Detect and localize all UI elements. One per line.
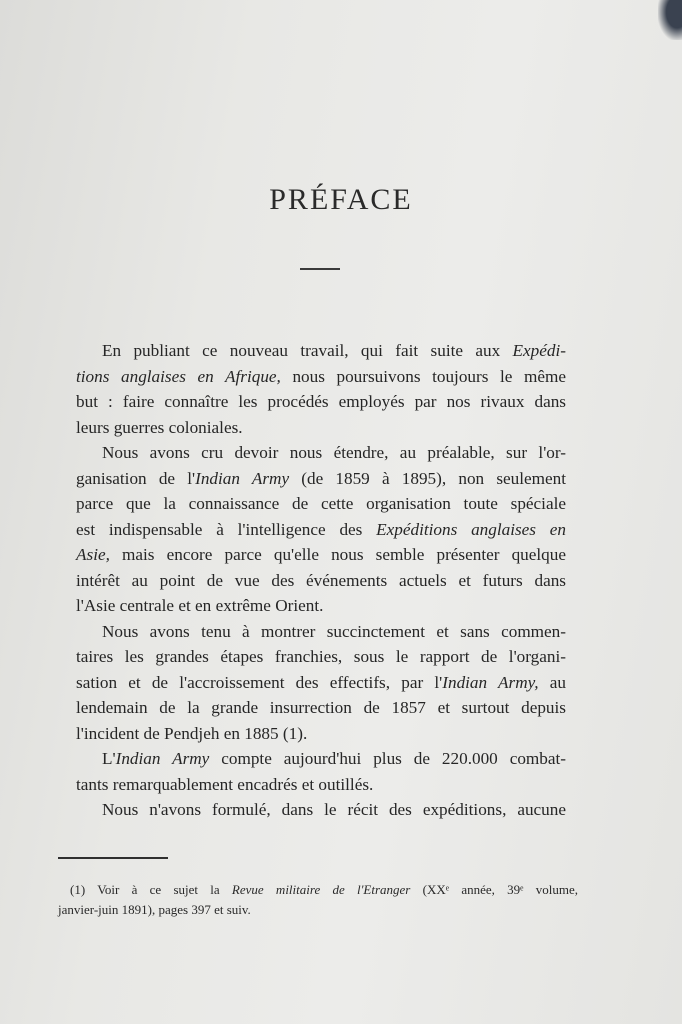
text-span: taires les grandes étapes franchies, sous le rapport de l'organi- bbox=[76, 647, 566, 666]
preface-body bbox=[76, 338, 566, 823]
text-line bbox=[76, 670, 566, 696]
text-span: compte aujourd'hui plus de 220.000 combat- bbox=[209, 749, 567, 768]
text-line bbox=[76, 593, 566, 619]
text-line bbox=[76, 797, 566, 823]
italic-text: Expédi- bbox=[512, 341, 566, 360]
text-span: (1) Voir à ce sujet la bbox=[70, 882, 232, 897]
text-line bbox=[76, 466, 566, 492]
italic-text: Indian Army, bbox=[442, 672, 539, 692]
text-line bbox=[76, 568, 566, 594]
text-line bbox=[76, 772, 566, 798]
text-span: janvier-juin 1891), pages 397 et suiv. bbox=[58, 902, 251, 917]
text-span: leurs guerres coloniales. bbox=[76, 417, 243, 437]
paragraph bbox=[76, 746, 566, 797]
text-span: Nous n'avons formulé, dans le récit des expéditions, aucune bbox=[102, 800, 566, 819]
text-line bbox=[76, 517, 566, 543]
text-span: sation et de l'accroissement des effectifs, par l' bbox=[76, 672, 443, 692]
paragraph bbox=[76, 440, 566, 619]
italic-text: Indian Army bbox=[195, 468, 290, 488]
text-span: lendemain de la grande insurrection de 1857 et surtout depuis bbox=[76, 698, 566, 717]
text-span: est indispensable à l'intelligence des bbox=[76, 519, 377, 539]
italic-text: tions anglaises en Afrique, bbox=[76, 366, 281, 386]
text-line bbox=[76, 364, 566, 390]
text-line bbox=[76, 619, 566, 645]
text-span: tants remarquablement encadrés et outillés. bbox=[76, 774, 374, 794]
text-span: but : faire connaître les procédés employés par nos rivaux dans bbox=[76, 392, 566, 411]
footnote-divider bbox=[58, 857, 168, 859]
text-span: l'incident de Pendjeh en 1885 (1). bbox=[76, 723, 308, 743]
italic-text: Indian Army bbox=[115, 749, 210, 768]
text-span: mais encore parce qu'elle nous semble présenter quelque bbox=[109, 545, 566, 564]
text-line bbox=[58, 900, 578, 920]
text-line bbox=[76, 695, 566, 721]
text-line bbox=[76, 415, 566, 441]
text-span: (XXᵉ année, 39ᵉ volume, bbox=[410, 882, 579, 897]
text-span: En publiant ce nouveau travail, qui fait suite aux bbox=[102, 341, 513, 360]
paragraph bbox=[76, 797, 566, 823]
text-span: l'Asie centrale et en extrême Orient. bbox=[76, 596, 324, 615]
text-span: Nous avons cru devoir nous étendre, au préalable, sur l'or- bbox=[102, 443, 566, 462]
text-line bbox=[76, 644, 566, 670]
italic-text: Expéditions anglaises en bbox=[376, 519, 566, 539]
text-span: Nous avons tenu à montrer succinctement et sans commen- bbox=[102, 621, 566, 641]
text-line bbox=[76, 389, 566, 415]
page-title: PRÉFACE bbox=[269, 183, 413, 216]
text-span: (de 1859 à 1895), non seulement bbox=[289, 468, 566, 488]
italic-text: Revue militaire de l'Etranger bbox=[231, 882, 411, 897]
text-line bbox=[76, 491, 566, 517]
text-span: parce que la connaissance de cette organisation toute spéciale bbox=[76, 494, 566, 513]
text-line bbox=[76, 746, 566, 772]
title-divider bbox=[300, 268, 340, 270]
text-span: intérêt au point de vue des événements actuels et futurs dans bbox=[76, 570, 566, 590]
paragraph bbox=[76, 338, 566, 440]
text-span: nous poursuivons toujours le même bbox=[280, 366, 566, 386]
text-line bbox=[76, 440, 566, 466]
text-line bbox=[76, 338, 566, 364]
text-line bbox=[76, 721, 566, 747]
text-span: au bbox=[538, 672, 567, 692]
paragraph bbox=[76, 619, 566, 747]
text-line bbox=[76, 542, 566, 568]
footnote bbox=[58, 880, 578, 920]
text-line bbox=[58, 880, 578, 900]
text-span: L' bbox=[102, 749, 116, 768]
italic-text: Asie, bbox=[76, 545, 110, 564]
text-span: ganisation de l' bbox=[76, 468, 196, 488]
page-corner-shadow bbox=[658, 0, 682, 40]
